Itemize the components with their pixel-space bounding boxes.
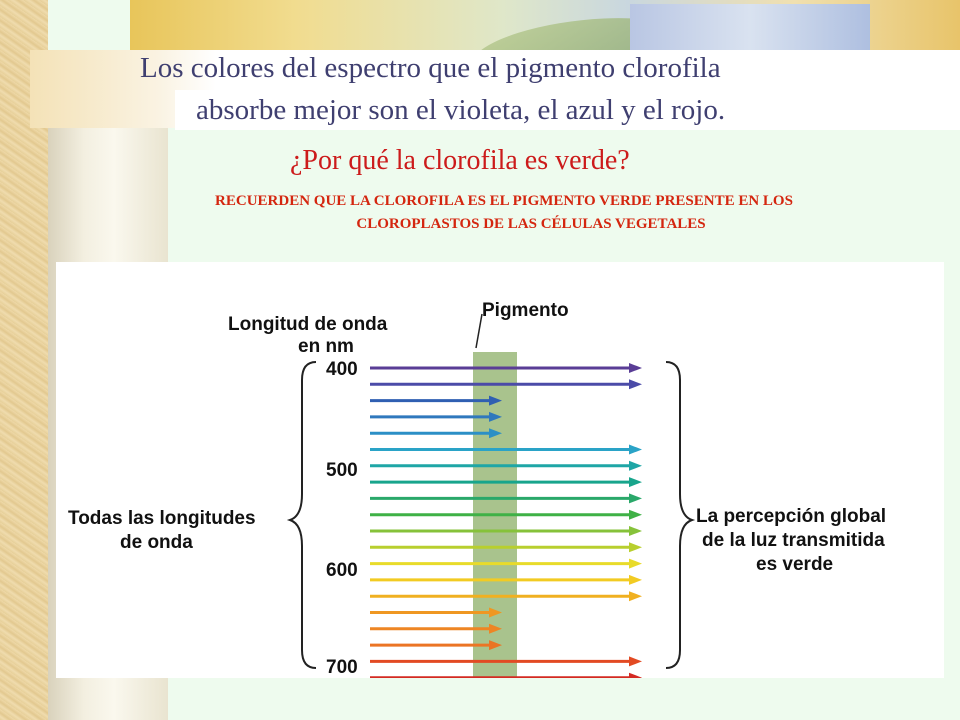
- pigment-label: Pigmento: [482, 300, 569, 321]
- reminder-line-2: CLOROPLASTOS DE LAS CÉLULAS VEGETALES: [356, 216, 706, 232]
- tick-500: 500: [326, 460, 358, 481]
- title-line-1: Los colores del espectro que el pigmento clorofila: [140, 52, 721, 84]
- right-label-line-3: es verde: [756, 554, 834, 575]
- ray-arrowhead: [629, 559, 642, 569]
- tick-400: 400: [326, 359, 358, 380]
- question-heading: ¿Por qué la clorofila es verde?: [290, 145, 630, 176]
- ray-arrowhead: [629, 379, 642, 389]
- right-label-line-1: La percepción global: [696, 506, 887, 527]
- ray-arrowhead: [629, 575, 642, 585]
- ray-arrowhead: [629, 461, 642, 471]
- ray-arrowhead: [629, 477, 642, 487]
- reminder-line-1: RECUERDEN QUE LA CLOROFILA ES EL PIGMENTO VERDE PRESENTE EN LOS: [215, 193, 793, 209]
- title-line-2: absorbe mejor son el violeta, el azul y el rojo.: [196, 94, 726, 126]
- pigment-diagram: [56, 262, 944, 678]
- left-brace: [290, 362, 316, 668]
- tick-700: 700: [326, 657, 358, 678]
- pigment-diagram-svg: [56, 262, 944, 678]
- ray-arrowhead: [629, 526, 642, 536]
- axis-label-line-2: en nm: [298, 336, 354, 357]
- right-label-line-2: de la luz transmitida: [702, 530, 885, 551]
- ray-arrowhead: [629, 591, 642, 601]
- axis-label-line-1: Longitud de onda: [228, 314, 388, 335]
- ray-arrowhead: [629, 445, 642, 455]
- ray-arrowhead: [629, 673, 642, 678]
- ray-arrowhead: [629, 542, 642, 552]
- wavelength-ticks: [326, 359, 358, 678]
- right-brace: [666, 362, 692, 668]
- leaf-decoration-blue: [630, 4, 870, 54]
- ray-arrowhead: [629, 493, 642, 503]
- ray-arrowhead: [629, 510, 642, 520]
- left-label-line-2: de onda: [120, 532, 193, 553]
- left-label-line-1: Todas las longitudes: [68, 508, 256, 529]
- tick-600: 600: [326, 560, 358, 581]
- ray-arrowhead: [629, 656, 642, 666]
- ray-arrowhead: [629, 363, 642, 373]
